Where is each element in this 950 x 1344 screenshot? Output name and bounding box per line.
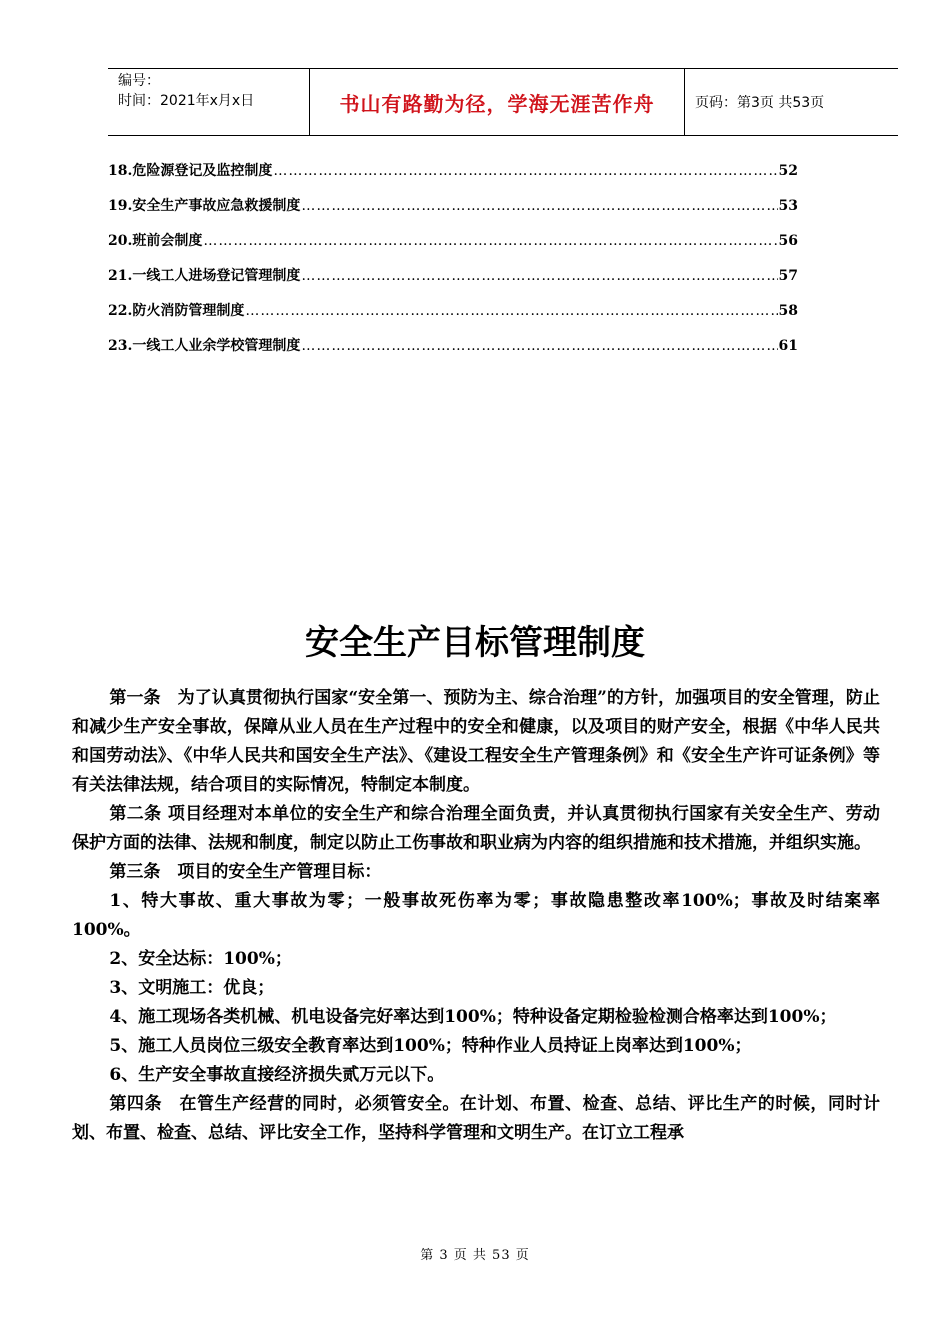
toc-entry[interactable] (108, 298, 798, 333)
toc-entry-label: 23.一线工人业余学校管理制度 (108, 338, 301, 354)
body-paragraph: 第四条 在管生产经营的同时，必须管安全。在计划、布置、检查、总结、评比生产的时候，同时计划、布置、检查、总结、评比安全工作，坚持科学管理和文明生产。在订立工程承 (72, 1094, 880, 1143)
toc-entry-label: 21.一线工人进场登记管理制度 (108, 268, 301, 284)
toc-leader-dots (203, 228, 777, 254)
header-meta (108, 69, 309, 135)
page-footer: 第 3 页 共 53 页 (420, 1248, 530, 1263)
toc-leader-dots (301, 263, 777, 289)
body-paragraph: 4、施工现场各类机械、机电设备完好率达到100%；特种设备定期检验检测合格率达到100%； (109, 1007, 837, 1027)
body-paragraph: 第三条 项目的安全生产管理目标： (109, 862, 382, 882)
toc-entry-label: 19.安全生产事故应急救援制度 (108, 198, 301, 214)
toc-leader-dots (245, 298, 777, 324)
body-paragraph: 5、施工人员岗位三级安全教育率达到100%；特种作业人员持证上岗率达到100%； (109, 1036, 752, 1056)
toc-entry-label: 22.防火消防管理制度 (108, 303, 245, 319)
toc-entry-page: 61 (778, 338, 798, 354)
toc-entry[interactable] (108, 158, 798, 193)
time-label: 时间：2021年x月x日 (118, 93, 255, 109)
body-paragraph: 2、安全达标：100%； (109, 949, 292, 969)
toc-entry-label: 20.班前会制度 (108, 233, 203, 249)
body-paragraph: 1、特大事故、重大事故为零；一般事故死伤率为零；事故隐患整改率100%；事故及时结案率100%。 (72, 891, 880, 940)
toc-entry-label: 18.危险源登记及监控制度 (108, 163, 273, 179)
toc-entry-page: 58 (778, 303, 798, 319)
toc-entry-page: 53 (778, 198, 798, 214)
toc-entry-page: 57 (778, 268, 798, 284)
document-body (72, 684, 880, 1148)
number-label: 编号： (118, 73, 160, 89)
toc-entry[interactable] (108, 333, 798, 368)
toc-entry-page: 52 (778, 163, 798, 179)
toc-entry[interactable] (108, 228, 798, 263)
toc-leader-dots (301, 333, 777, 359)
toc-entry[interactable] (108, 193, 798, 228)
toc-leader-dots (273, 158, 777, 184)
toc-entry[interactable] (108, 263, 798, 298)
header-page-info: 页码：第3页 共53页 (695, 95, 825, 111)
body-paragraph: 第二条 项目经理对本单位的安全生产和综合治理全面负责，并认真贯彻执行国家有关安全生产、劳动保护方面的法律、法规和制度，制定以防止工伤事故和职业病为内容的组织措施和技术措施，并组织实施。 (72, 804, 880, 853)
body-paragraph: 3、文明施工：优良； (109, 978, 275, 998)
header-motto: 书山有路勤为径，学海无涯苦作舟 (309, 69, 685, 135)
page-header (108, 68, 898, 136)
table-of-contents (108, 158, 798, 368)
body-paragraph: 第一条 为了认真贯彻执行国家“安全第一、预防为主、综合治理”的方针，加强项目的安全管理，防止和减少生产安全事故，保障从业人员在生产过程中的安全和健康，以及项目的财产安全，根据《中华人民共和国劳动法》、《中华人民共和国安全生产法》、《建设工程安全生产管理条例》和《安全生产许可证条例》等有关法律法规，结合项目的实际情况，特制定本制度。 (72, 688, 880, 795)
toc-leader-dots (301, 193, 777, 219)
toc-entry-page: 56 (778, 233, 798, 249)
document-title: 安全生产目标管理制度 (305, 623, 645, 663)
body-paragraph: 6、生产安全事故直接经济损失贰万元以下。 (109, 1065, 445, 1085)
